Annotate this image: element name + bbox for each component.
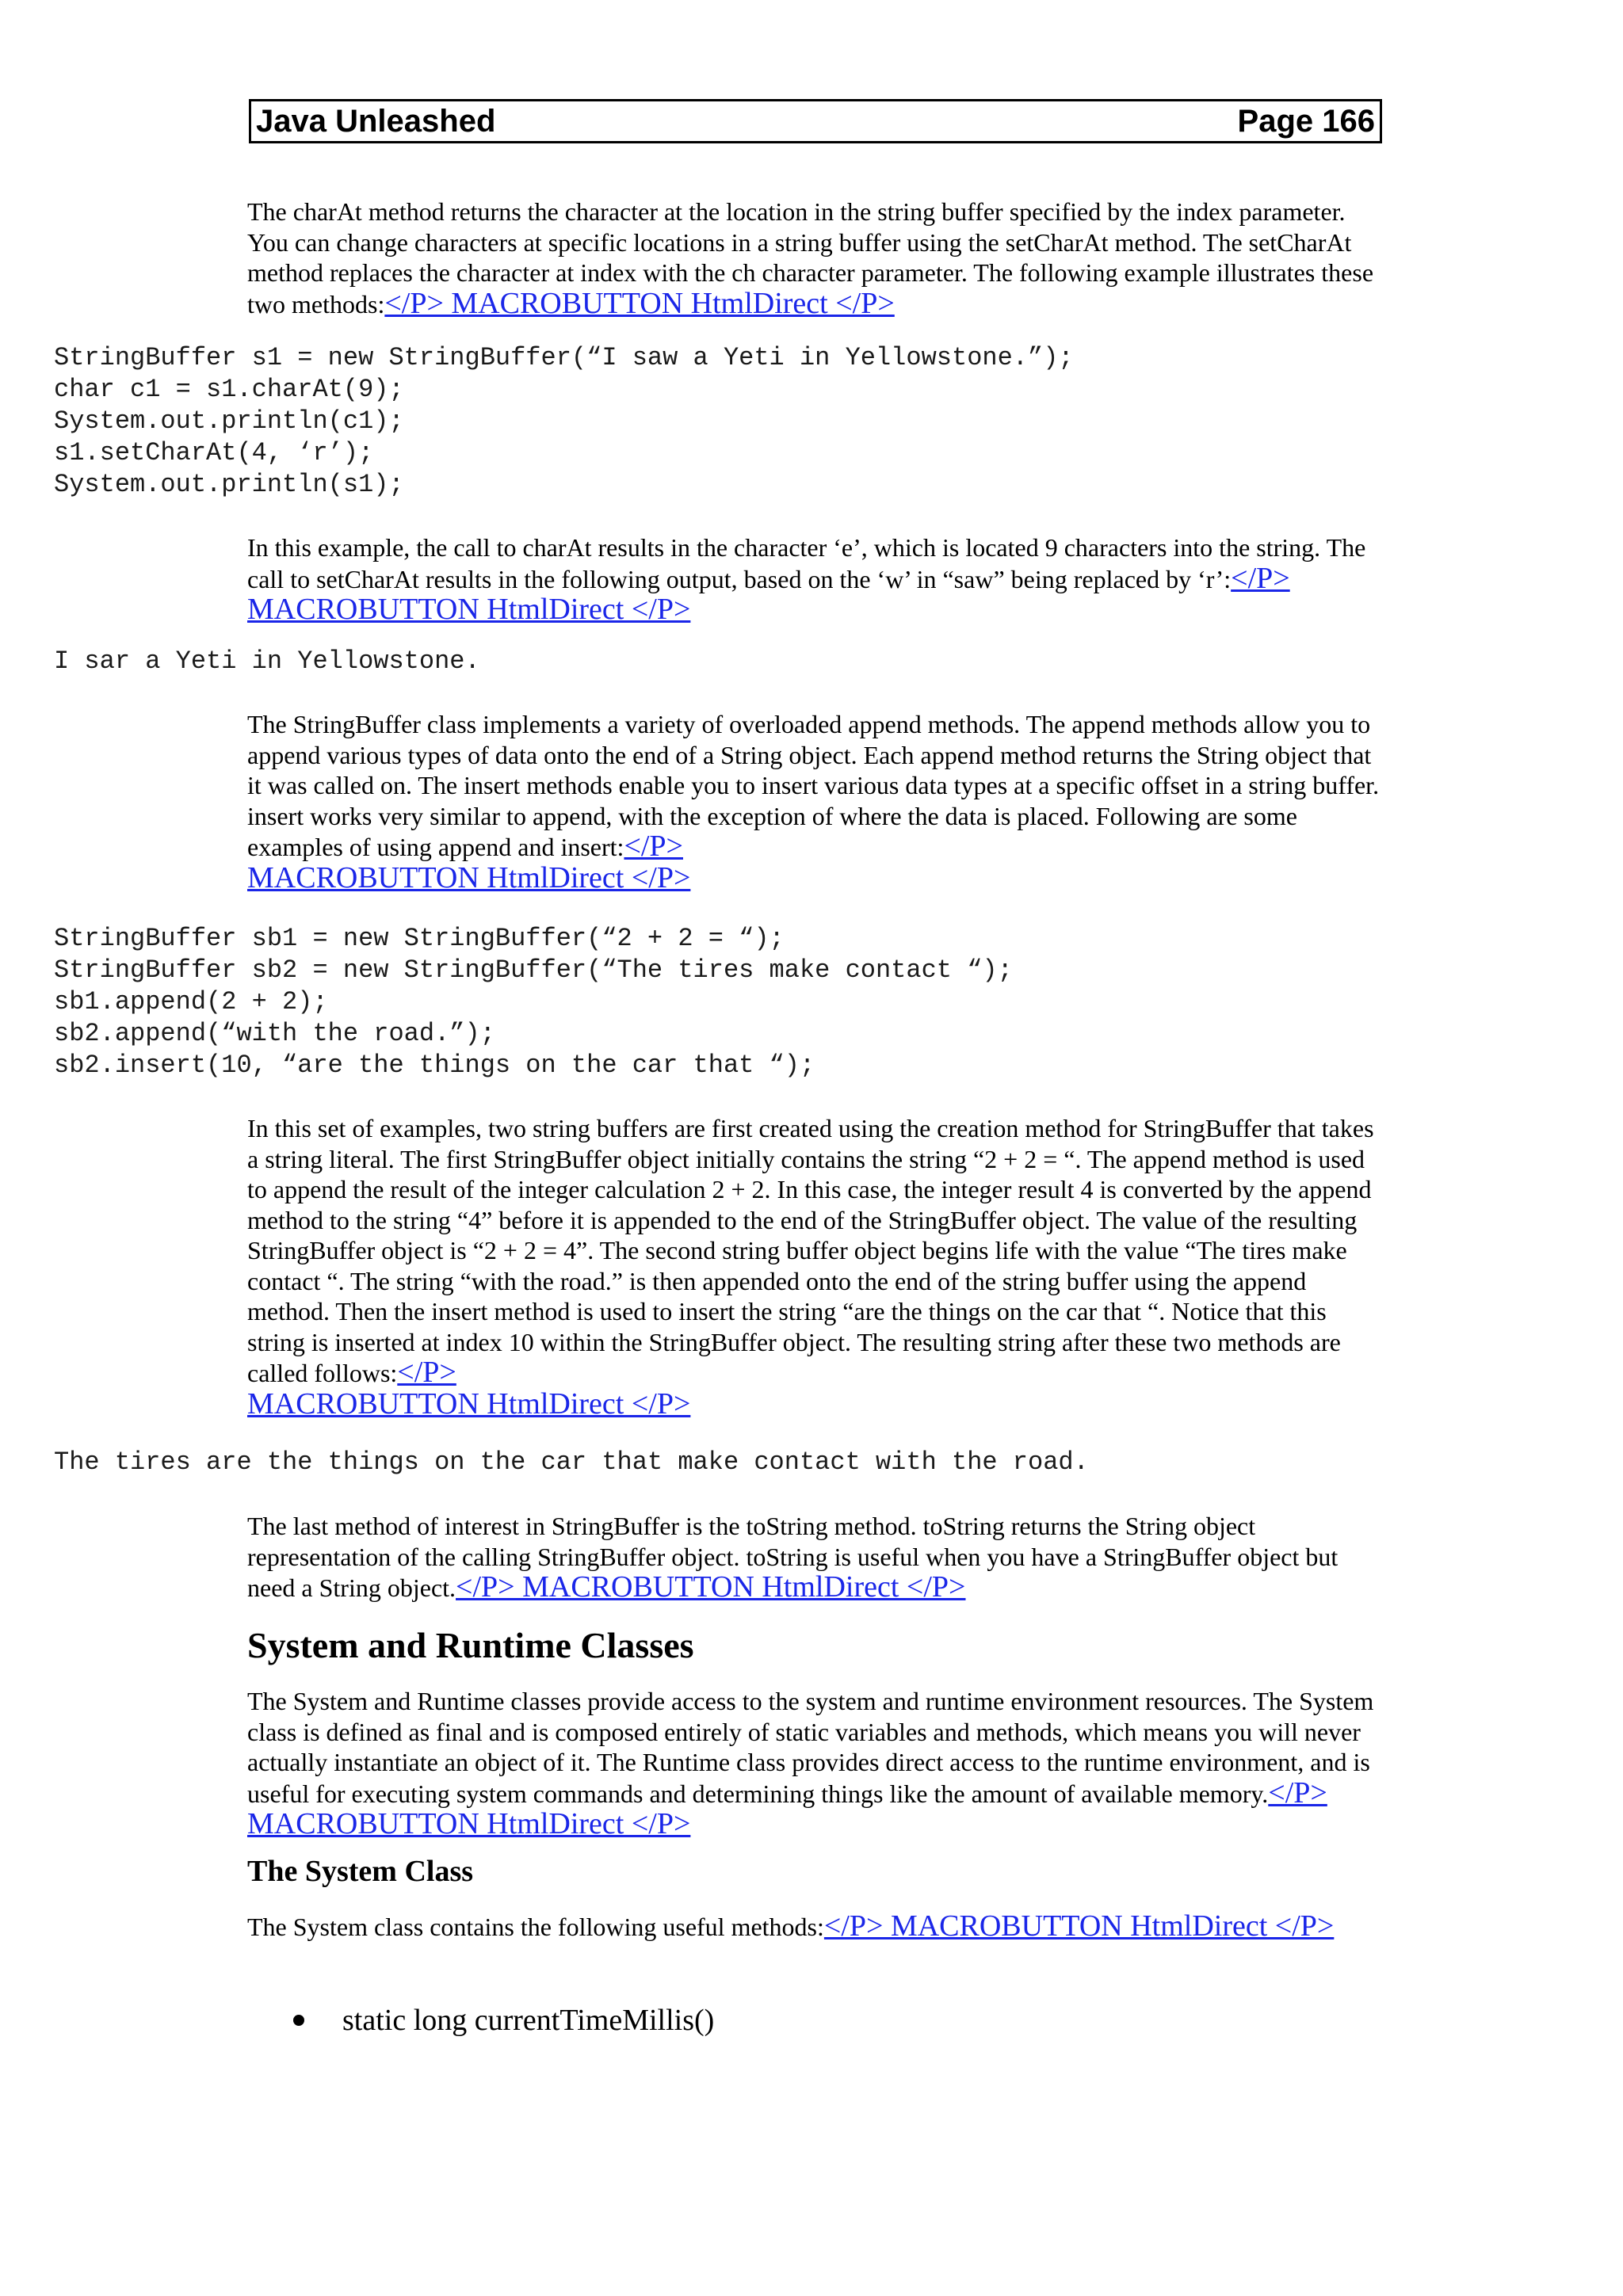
- paragraph-system-runtime: The System and Runtime classes provide access to the system and runtime environment resources. The System class is defined as final and is composed entirely of static variables and methods, which means you will never actually instantiate an object of it. The Runtime class provides direct access to the runtime environment, and is useful for executing system commands and determining things like the amount of available memory.</P> MACROBUTTON HtmlDirect </P>: [247, 1687, 1374, 1840]
- paragraph-setcharat-result: In this example, the call to charAt results in the character ‘e’, which is located 9 characters into the string. The call to setCharAt results in the following output, based on the ‘w’ in “saw” being replaced by ‘r’:</P> MACROBUTTON HtmlDirect </P>: [247, 533, 1366, 626]
- code-block-append: StringBuffer sb1 = new StringBuffer(“2 + 2 = “); StringBuffer sb2 = new StringBuffer(“The tires make contact “); sb1.append(2 + 2); sb2.append(“with the road.”); sb2.insert(10, “are the things on the car that “);: [54, 924, 1013, 1080]
- paragraph-tostring: The last method of interest in StringBuffer is the toString method. toString returns the String object representation of the calling StringBuffer object. toString is useful when you have a StringBuffer object but need a String object.</P> MACROBUTTON HtmlDirect </P>: [247, 1512, 1338, 1604]
- code-output-tires: The tires are the things on the car that make contact with the road.: [54, 1447, 1089, 1477]
- page-header: [249, 99, 1382, 143]
- paragraph-append-explanation: In this set of examples, two string buffers are first created using the creation method for StringBuffer that takes a string literal. The first StringBuffer object initially contains the string “2 + 2 = “. The append method is used to append the result of the integer calculation 2 + 2. In this case, the integer result 4 is converted by the append method to the string “4” before it is appended to the end of the StringBuffer object. The value of the resulting StringBuffer object is “2 + 2 = 4”. The second string buffer object begins life with the value “The tires make contact “. The string “with the road.” is then appended onto the end of the string buffer using the append method. Then the insert method is used to insert the string “are the things on the car that “. Notice that this string is inserted at index 10 within the StringBuffer object. The resulting string after these two methods are called follows:</P> MACROBUTTON HtmlDirect </P>: [247, 1114, 1374, 1421]
- macrobutton-link[interactable]: </P>: [624, 830, 683, 863]
- macrobutton-link[interactable]: </P> MACROBUTTON HtmlDirect </P>: [384, 286, 895, 320]
- book-title: Java Unleashed: [256, 103, 496, 139]
- macrobutton-link[interactable]: MACROBUTTON HtmlDirect </P>: [247, 1386, 691, 1421]
- section-heading: System and Runtime Classes: [247, 1625, 694, 1665]
- macrobutton-link[interactable]: </P> MACROBUTTON HtmlDirect </P>: [247, 1775, 1327, 1840]
- bullet-text: static long currentTimeMillis(): [342, 2004, 715, 2037]
- code-block-charat: StringBuffer s1 = new StringBuffer(“I saw a Yeti in Yellowstone.”); char c1 = s1.charAt(9); System.out.println(c1); s1.setCharAt(4, ‘r’); System.out.println(s1);: [54, 343, 1074, 499]
- macrobutton-link[interactable]: </P> MACROBUTTON HtmlDirect </P>: [823, 1909, 1335, 1943]
- macrobutton-link[interactable]: </P> MACROBUTTON HtmlDirect </P>: [456, 1570, 966, 1604]
- subsection-heading: The System Class: [247, 1855, 474, 1888]
- page-number: Page 166: [1237, 103, 1375, 139]
- macrobutton-link[interactable]: </P> MACROBUTTON HtmlDirect </P>: [247, 561, 1290, 626]
- code-output-yeti: I sar a Yeti in Yellowstone.: [54, 646, 480, 676]
- paragraph-append-insert: The StringBuffer class implements a variety of overloaded append methods. The append methods allow you to append various types of data onto the end of a String object. Each append method returns the String object that it was called on. The insert methods enable you to insert various data types at a specific offset in a string buffer. insert works very similar to append, with the exception of where the data is placed. Following are some examples of using append and insert:</P> MACROBUTTON HtmlDirect </P>: [247, 710, 1380, 894]
- paragraph-charat: The charAt method returns the character at the location in the string buffer specified by the index parameter. You can change characters at specific locations in a string buffer using the setCharAt method. The setCharAt method replaces the character at index with the ch character parameter. The following example illustrates these two methods:</P> MACROBUTTON HtmlDirect </P>: [247, 197, 1374, 320]
- bullet-item: [293, 2003, 714, 2038]
- bullet-dot-icon: [293, 2015, 304, 2026]
- macrobutton-link[interactable]: </P>: [397, 1356, 456, 1389]
- paragraph-system-class: The System class contains the following useful methods:</P> MACROBUTTON HtmlDirect </P>: [247, 1909, 1335, 1943]
- macrobutton-link[interactable]: MACROBUTTON HtmlDirect </P>: [247, 860, 691, 894]
